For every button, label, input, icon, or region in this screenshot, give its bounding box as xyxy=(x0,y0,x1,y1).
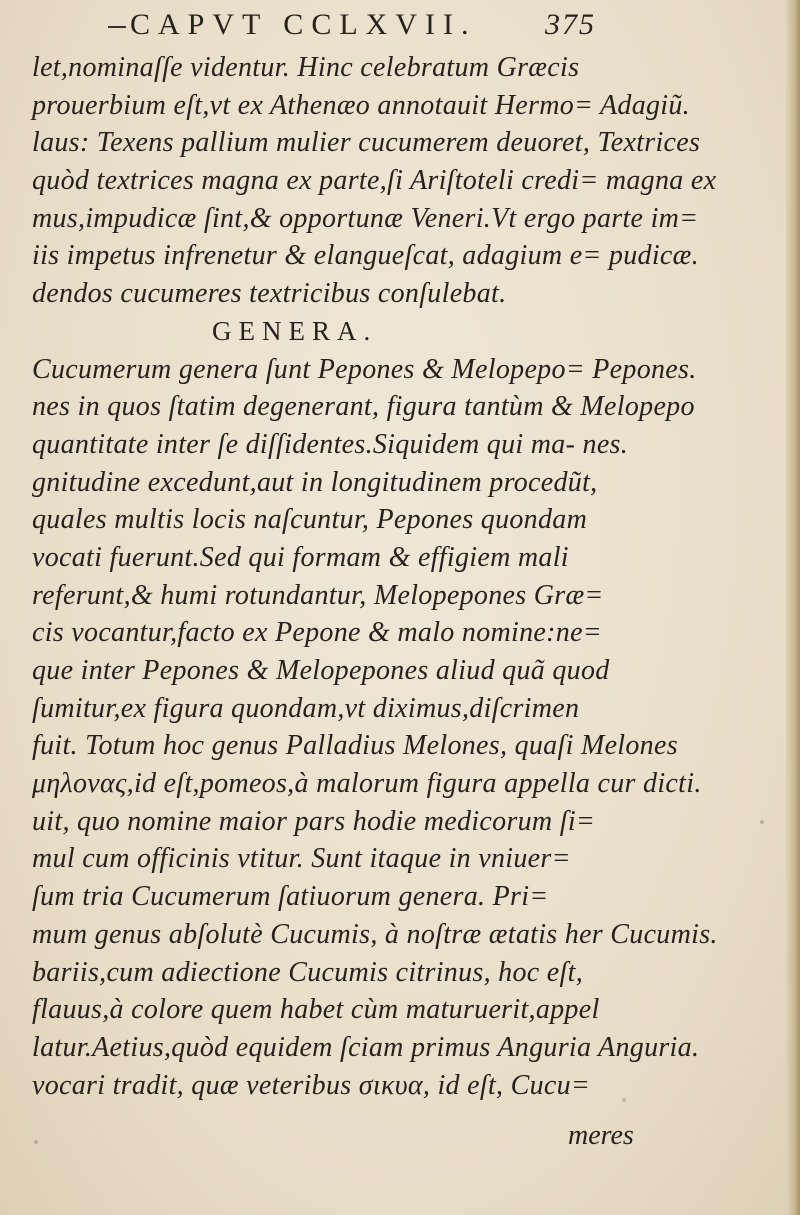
text-line: mum genus abſolutè Cucumis, à noſtræ ætatis her Cucumis. xyxy=(32,918,718,950)
text-line: quantitate inter ſe diſſidentes.Siquidem qui ma- nes. xyxy=(32,428,629,460)
text-line: vocari tradit, quæ veteribus σικυα, id eſt, Cucu= xyxy=(32,1069,591,1101)
text-line: vocati fuerunt.Sed qui formam & effigiem mali xyxy=(32,541,569,573)
text-line: uit, quo nomine maior pars hodie medicorum ſi= xyxy=(32,805,596,837)
text-line: latur.Aetius,quòd equidem ſciam primus Anguria Anguria. xyxy=(32,1031,700,1063)
text-line: gnitudine excedunt,aut in longitudinem procedũt, xyxy=(32,466,598,498)
running-head xyxy=(90,6,770,48)
text-line: dendos cucumeres textricibus conſulebat. xyxy=(32,278,507,310)
page-number: 375 xyxy=(545,8,596,41)
text-line: cis vocantur,facto ex Pepone & malo nomine:ne= xyxy=(32,617,602,649)
text-line: mus,impudicæ ſint,& opportunæ Veneri.Vt ergo parte im= xyxy=(32,202,699,234)
text-line: Cucumerum genera ſunt Pepones & Melopepo= Pepones. xyxy=(32,353,697,385)
text-line: que inter Pepones & Melopepones aliud quã quod xyxy=(32,655,610,686)
text-line: nes in quos ſtatim degenerant, figura tantùm & Melopepo xyxy=(32,391,695,423)
text-line: mul cum officinis vtitur. Sunt itaque in vniuer= xyxy=(32,843,571,875)
text-line: bariis,cum adiectione Cucumis citrinus, hoc eſt, xyxy=(32,956,583,988)
text-line: quòd textrices magna ex parte,ſi Ariſtoteli credi= magna ex xyxy=(32,165,717,197)
paper-speck xyxy=(760,820,764,824)
text-line: ſum tria Cucumerum ſatiuorum genera. Pri= xyxy=(32,881,549,913)
text-line: flauus,à colore quem habet cùm maturuerit,appel xyxy=(32,994,600,1026)
text-line: quales multis locis naſcuntur, Pepones quondam xyxy=(32,504,588,536)
paper-speck xyxy=(622,1098,626,1102)
chapter-title: CAPVT CCLXVII. xyxy=(130,8,477,41)
text-line: prouerbium eſt,vt ex Athenæo annotauit Hermo= Adagiũ. xyxy=(32,89,690,121)
text-line: ſumitur,ex figura quondam,vt diximus,diſcrimen xyxy=(32,692,580,724)
text-line: let,nominaſſe videntur. Hinc celebratum Græcis xyxy=(32,52,580,83)
paper-speck xyxy=(34,1140,38,1144)
section-heading-genera: GENERA. xyxy=(212,315,378,346)
text-line: referunt,& humi rotundantur, Melopepones Græ= xyxy=(32,579,604,611)
text-line: μηλονας,id eſt,pomeos,à malorum figura appella cur dicti. xyxy=(32,768,702,800)
text-line: laus: Texens pallium mulier cucumerem deuoret, Textrices xyxy=(32,127,701,159)
body-text xyxy=(32,49,792,1104)
running-head-dash xyxy=(108,26,126,28)
catchword: meres xyxy=(568,1120,634,1151)
text-line: iis impetus infrenetur & elangueſcat, adagium e= pudicæ. xyxy=(32,240,699,272)
text-line: fuit. Totum hoc genus Palladius Melones, quaſi Melones xyxy=(32,730,678,762)
